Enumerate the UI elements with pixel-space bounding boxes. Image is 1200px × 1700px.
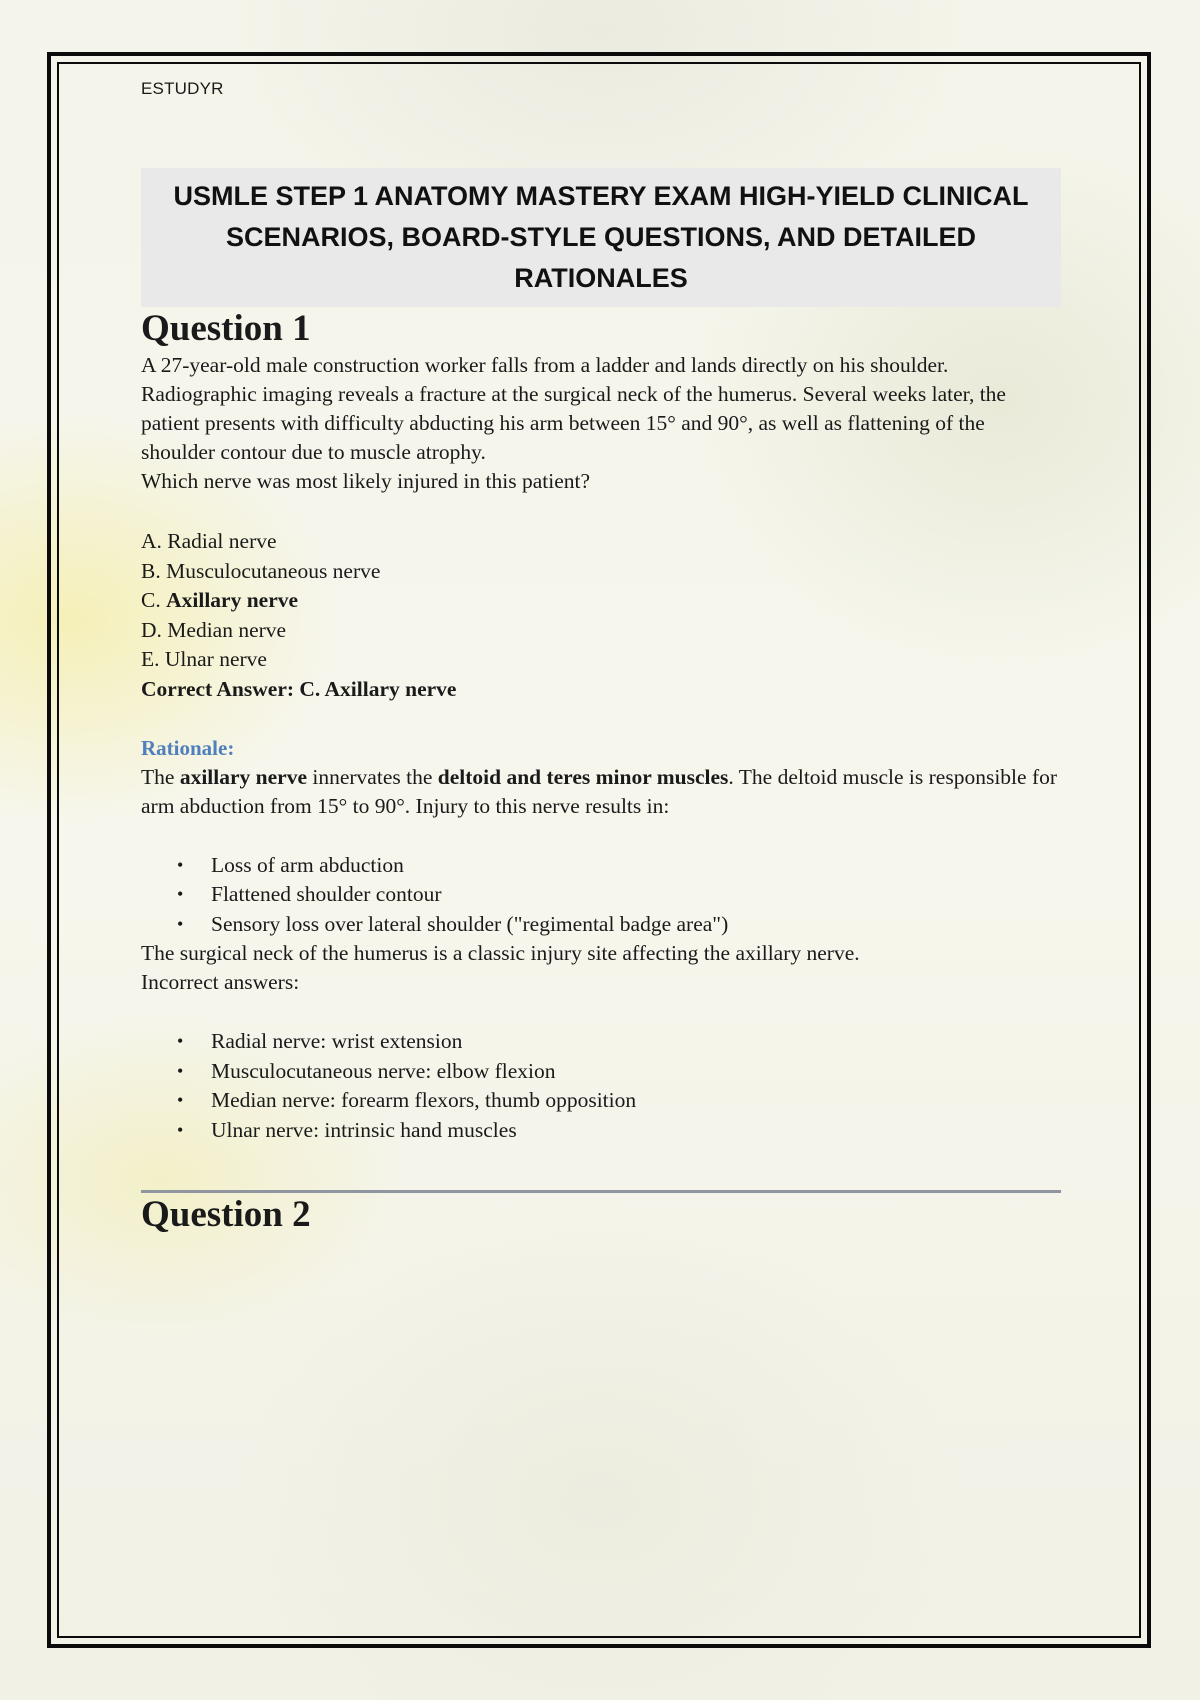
document-title	[141, 168, 1061, 307]
bullet-icon: •	[177, 1031, 184, 1051]
rationale-explanation: The axillary nerve innervates the deltoid and teres minor muscles. The deltoid muscle is responsible for arm abduction from 15° to 90°. Injury to this nerve results in:	[141, 764, 1058, 818]
list-item: • Ulnar nerve: intrinsic hand muscles	[211, 1116, 1061, 1146]
list-item: • Sensory loss over lateral shoulder ("regimental badge area")	[211, 910, 1061, 940]
document-content	[141, 78, 1061, 1237]
injury-results-list	[141, 851, 1061, 940]
question-1-prompt: Which nerve was most likely injured in this patient?	[141, 469, 591, 493]
incorrect-answers-list	[141, 1027, 1061, 1145]
bullet-icon: •	[177, 1119, 184, 1140]
question-1-stem: A 27-year-old male construction worker falls from a ladder and lands directly on his shoulder. Radiographic imaging reveals a fracture at the surgical neck of the humerus. Several weeks later, the patient presents with difficulty abducting his arm between 15° and 90°, as well as flattening of the shoulder contour due to muscle atrophy.	[141, 353, 1006, 464]
answer-choices	[141, 527, 1061, 675]
rationale-summary: The surgical neck of the humerus is a classic injury site affecting the axillary nerve.	[141, 941, 860, 965]
list-item: • Musculocutaneous nerve: elbow flexion	[211, 1057, 1061, 1087]
bullet-icon: •	[177, 884, 184, 904]
choice-c: C. Axillary nerve	[141, 588, 299, 612]
question-2-heading: Question 2	[141, 1194, 311, 1235]
choice-d: D. Median nerve	[141, 617, 287, 642]
bullet-icon: •	[177, 1060, 184, 1081]
bullet-icon: •	[177, 1090, 184, 1110]
bullet-icon: •	[177, 913, 184, 934]
question-1-heading: Question 1	[141, 308, 311, 349]
brand-label: ESTUDYR	[141, 79, 224, 98]
list-item: • Radial nerve: wrist extension	[211, 1027, 1061, 1057]
choice-e: E. Ulnar nerve	[141, 647, 267, 671]
document-title-line-1: USMLE STEP 1 ANATOMY MASTERY EXAM HIGH-YIELD CLINICAL	[173, 181, 1029, 211]
rationale-heading: Rationale:	[141, 735, 235, 760]
document-title-line-2: SCENARIOS, BOARD-STYLE QUESTIONS, AND DETAILED RATIONALES	[225, 222, 977, 293]
correct-answer: Correct Answer: C. Axillary nerve	[141, 676, 457, 701]
list-item: • Median nerve: forearm flexors, thumb opposition	[211, 1086, 1061, 1116]
incorrect-answers-heading: Incorrect answers:	[141, 970, 300, 994]
list-item: • Flattened shoulder contour	[211, 880, 1061, 910]
list-item: • Loss of arm abduction	[211, 851, 1061, 881]
choice-a: A. Radial nerve	[141, 529, 277, 553]
bullet-icon: •	[177, 854, 184, 875]
choice-b: B. Musculocutaneous nerve	[141, 558, 381, 583]
